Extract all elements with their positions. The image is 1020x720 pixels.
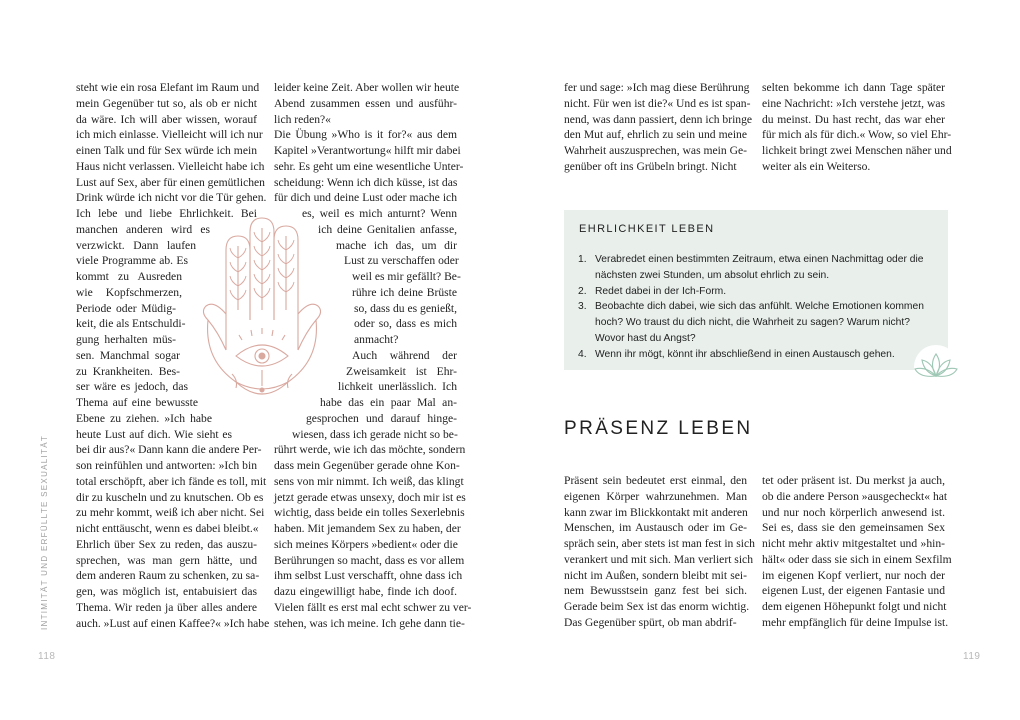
text-line: auch. »Lust auf einen Kaffee?« »Ich habe: [76, 616, 270, 630]
text-line: Thema auf eine bewusste: [76, 396, 198, 409]
text-line: wie Kopfschmerzen,: [76, 285, 182, 299]
text-line: weiter als ein Weiterso.: [762, 159, 871, 173]
text-line: Das Gegenüber spürt, ob man abdrif-: [564, 615, 737, 629]
exercise-item: [578, 347, 938, 363]
text-line: ich deine Genitalien anfasse,: [318, 222, 457, 236]
text-line: Auch während der: [352, 348, 457, 362]
text-line: dass mein Gegenüber gerade ohne Kon-: [274, 459, 460, 472]
exercise-item-text: Redet dabei in der Ich-Form.: [595, 285, 727, 297]
text-line: sehr. Es geht um eine wesentliche Unter-: [274, 159, 464, 173]
text-line: verankert und mit sich. Man verliert sich: [564, 552, 753, 566]
text-line: eigenen Lust, der eigenen Fantasie und: [762, 584, 945, 598]
right-top-column-1: [564, 80, 753, 175]
text-line: dazu eingewilligt habe, finde ich doof.: [274, 585, 457, 598]
text-line: Menschen, im Austausch oder im Ge-: [564, 521, 747, 535]
text-line: jetzt gerade etwas unsexy, doch mir ist es: [274, 490, 466, 504]
text-line: da wäre. Ich will aber wissen, worauf: [76, 112, 257, 126]
text-line: einen Talk und für Sex würde ich mein: [76, 144, 257, 157]
side-chapter-tag: INTIMITÄT UND ERFÜLLTE SEXUALITÄT: [40, 434, 49, 630]
text-line: verzwickt. Dann laufen: [76, 238, 196, 252]
text-line: rühre ich deine Brüste: [352, 285, 457, 299]
text-line: Kapitel »Verantwortung« hilft mir dabei: [274, 144, 461, 157]
lotus-icon: [910, 344, 962, 390]
right-bottom-column-2: [762, 473, 952, 631]
text-line: Ebene zu ziehen. »Ich habe: [76, 411, 212, 425]
text-line: son reinfühlen und antworten: »Ich bin: [76, 459, 257, 472]
exercise-item-text: Beobachte dich dabei, wie sich das anfühlt. Welche Emotionen kommen hoch? Wo traust du dich nicht, die Wahrheit zu sagen? Warum nicht? Wovor hast du Angst?: [595, 301, 924, 344]
text-line: Thema. Wir reden ja über alles andere: [76, 600, 257, 614]
text-line: zu mehr kommt, weiß ich aber nicht. Sei: [76, 506, 265, 520]
text-line: steht wie ein rosa Elefant im Raum und: [76, 81, 260, 94]
text-line: Periode oder Müdig-: [76, 301, 176, 315]
exercise-item: [578, 284, 938, 300]
page-number-right: 119: [963, 651, 981, 662]
right-top-column-2: [762, 80, 952, 175]
text-line: sprechen, was man gern hätte, und: [76, 553, 257, 567]
text-line: so, dass du es genießt,: [354, 301, 458, 315]
exercise-item-number: 1.: [578, 254, 587, 265]
text-line: nicht mehr aktiv mitgestaltet und »hin-: [762, 537, 945, 550]
text-line: Drink würde ich nicht vor die Tür gehen.: [76, 191, 267, 205]
text-line: ser wäre es jedoch, das: [76, 380, 188, 394]
text-line: nicht enttäuscht, wenn es dabei bleibt.«: [76, 522, 259, 535]
text-line: nicht im Außen, sondern bleibt mit sei-: [564, 568, 747, 582]
text-line: keit, die als Entschuldi-: [76, 317, 186, 331]
exercise-box: [564, 210, 948, 370]
text-line: Sei es, dass sie den gemeinsamen Sex: [762, 521, 945, 535]
text-line: Präsent sein bedeutet erst einmal, den: [564, 474, 747, 487]
text-line: dir zu kuscheln und zu knutschen. Ob es: [76, 490, 264, 504]
section-heading: PRÄSENZ LEBEN: [564, 418, 753, 439]
text-line: fer und sage: »Ich mag diese Berührung: [564, 81, 750, 94]
text-line: im eigenen Kopf verliert, nur noch der: [762, 568, 945, 582]
text-line: Haus nicht verlassen. Vielleicht habe ich: [76, 159, 265, 173]
exercise-item-text: Wenn ihr mögt, könnt ihr abschließend in einen Austausch gehen.: [595, 348, 895, 360]
text-line: scheidung: Wenn ich dich küsse, ist das: [274, 175, 458, 189]
text-line: den Mut auf, ehrlich zu sein und meine: [564, 128, 747, 142]
page-number-left: 118: [38, 651, 56, 662]
text-line: oder so, dass es mich: [354, 317, 457, 331]
text-line: Ich lebe und liebe Ehrlichkeit. Bei: [76, 207, 257, 220]
text-line: ich mich einlasse. Vielleicht will ich nur: [76, 128, 263, 142]
text-line: gen, was möglich ist, entabuisiert das: [76, 585, 257, 598]
exercise-item-number: 4.: [578, 348, 587, 360]
text-line: kommt zu Ausreden: [76, 270, 182, 283]
text-line: haben. Mit jemandem Sex zu haben, der: [274, 522, 461, 535]
text-line: wichtig, dass beide ein tolles Sexerlebnis: [274, 506, 465, 520]
text-line: ihm selbst Lust verschafft, ohne dass ich: [274, 569, 463, 583]
text-line: hält« oder dass sie sich in einem Sexfilm: [762, 552, 952, 566]
text-line: Die Übung »Who is it for?« aus dem: [274, 128, 457, 142]
text-line: Gerade beim Sex ist das enorm wichtig.: [564, 600, 750, 613]
text-line: Vielen fällt es erst mal echt schwer zu ver-: [274, 600, 472, 614]
text-line: gesprochen und darauf hinge-: [306, 411, 457, 425]
exercise-item: [578, 252, 938, 284]
exercise-box-title: EHRLICHKEIT LEBEN: [579, 223, 715, 235]
text-line: rührt werde, wie ich das möchte, sondern: [274, 443, 466, 457]
text-line: anmacht?: [354, 333, 399, 346]
text-line: sen. Manchmal sogar: [76, 348, 180, 362]
text-line: spräch sein, aber stets ist man fest in sich: [564, 537, 755, 550]
text-line: Lust zu verschaffen oder: [344, 254, 459, 268]
text-line: Abend zusammen essen und ausführ-: [274, 96, 457, 110]
text-line: lich reden?«: [274, 112, 331, 126]
hamsa-hand-illustration: [196, 210, 332, 410]
text-line: nicht. Für wen ist die?« Und es ist span-: [564, 96, 751, 110]
text-line: gung herhalten müs-: [76, 333, 176, 346]
text-line: für dich und deine Lust oder mache ich: [274, 191, 457, 205]
text-line: sich meines Körpers »bedient« oder die: [274, 537, 458, 551]
right-bottom-column-1: [564, 473, 755, 631]
text-line: du meinst. Du hast recht, das war eher: [762, 112, 945, 126]
text-line: für mich als für dich.« Wow, so viel Ehr-: [762, 128, 952, 142]
exercise-item-number: 2.: [578, 285, 587, 297]
text-line: nend, was dann passiert, denn ich bringe: [564, 112, 753, 126]
exercise-item-number: 3.: [578, 301, 587, 313]
text-line: es, weil es mich anturnt? Wenn: [302, 207, 457, 220]
text-line: leider keine Zeit. Aber wollen wir heute: [274, 81, 460, 94]
text-line: Wahrheit auszusprechen, was mein Ge-: [564, 144, 747, 157]
text-line: lichkeit unerlässlich. Ich: [338, 380, 457, 394]
text-line: mehr empfänglich für deine Impulse ist.: [762, 615, 949, 629]
text-line: kann zwar im Blickkontakt mit anderen: [564, 505, 748, 519]
text-line: eigenen Körper wahrzunehmen. Man: [564, 489, 747, 503]
text-line: und nur noch körperlich anwesend ist.: [762, 505, 945, 519]
exercise-item: [578, 299, 938, 346]
text-line: dem anderen Raum zu schenken, zu sa-: [76, 569, 260, 583]
text-line: stehen, was ich meine. Ich gehe dann tie-: [274, 616, 465, 630]
text-line: viele Programme ab. Es: [76, 254, 188, 268]
text-line: genüber oft ins Grübeln bringt. Nicht: [564, 159, 737, 173]
text-line: Zweisamkeit ist Ehr-: [346, 364, 457, 378]
text-line: dem eigenen Höhepunkt folgt und nicht: [762, 600, 947, 613]
text-line: bei dir aus?« Dann kann die andere Per-: [76, 443, 262, 457]
text-line: weil es mir gefällt? Be-: [352, 270, 461, 283]
exercise-list: [578, 252, 938, 362]
text-line: heute Lust auf dich. Wie sieht es: [76, 427, 232, 441]
text-line: total erschöpft, aber ich fände es toll, mit: [76, 474, 267, 488]
text-line: Ehrlich über Sex zu reden, das auszu-: [76, 537, 257, 551]
text-line: ob die andere Person »ausgecheckt« hat: [762, 489, 948, 503]
text-line: Lust auf Sex, aber für einen gemütlichen: [76, 175, 265, 189]
text-line: tet oder präsent ist. Du merkst ja auch,: [762, 474, 945, 487]
exercise-item-text: Verabredet einen bestimmten Zeitraum, etwa einen Nachmittag oder die nächsten zwei Stunden, um absolut ehrlich zu sein.: [595, 254, 924, 281]
text-line: habe das ein paar Mal an-: [320, 396, 457, 409]
text-line: mache ich das, um dir: [336, 238, 457, 252]
text-line: nem Bewusstsein ganz fest bei sich.: [564, 584, 747, 598]
text-line: eine Nachricht: »Ich verstehe jetzt, was: [762, 96, 945, 110]
text-line: mein Gegenüber tut so, als ob er nicht: [76, 96, 257, 110]
text-line: Berührungen so macht, dass es vor allem: [274, 553, 465, 567]
text-line: lichkeit bringt zwei Menschen näher und: [762, 144, 952, 157]
text-line: selten bekomme ich dann Tage später: [762, 81, 945, 94]
text-line: manchen anderen wird es: [76, 222, 210, 236]
text-line: wiesen, dass ich gerade nicht so be-: [292, 427, 458, 441]
text-line: zu Krankheiten. Bes-: [76, 364, 180, 378]
text-line: sens von mir nimmt. Ich weiß, das klingt: [274, 474, 464, 488]
